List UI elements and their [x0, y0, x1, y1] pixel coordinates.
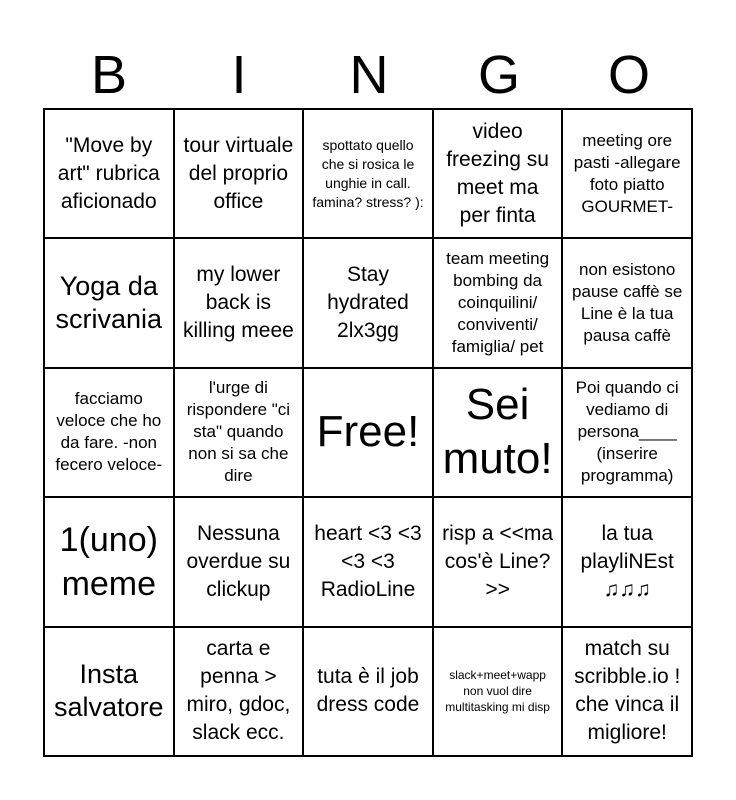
bingo-cell-text: heart <3 <3 <3 <3 RadioLine	[314, 521, 422, 601]
bingo-cell-text: Stay hydrated 2lx3gg	[327, 263, 409, 343]
bingo-cell-text: tuta è il job dress code	[316, 665, 420, 717]
bingo-cell-text: match su scribble.io ! che vinca il migliore!	[574, 637, 681, 745]
bingo-cell-text: Sei muto!	[442, 380, 553, 484]
bingo-cell-text: l'urge di rispondere "ci sta" quando non si sa che dire	[186, 378, 291, 486]
bingo-cell[interactable]	[303, 109, 433, 238]
bingo-cell[interactable]	[562, 497, 692, 626]
bingo-cell-text: non esistono pause caffè se Line è la tua pausa caffè	[572, 260, 683, 346]
bingo-cell[interactable]	[562, 627, 692, 756]
bingo-cell[interactable]	[44, 627, 174, 756]
bingo-cell-text: 1(uno) meme	[59, 520, 158, 603]
title-letter-n: N	[349, 45, 389, 105]
bingo-cell[interactable]	[174, 627, 304, 756]
bingo-cell-text: la tua playliNEst ♫♫♫	[580, 521, 674, 601]
bingo-cell-text: meeting ore pasti -allegare foto piatto GOURMET-	[573, 130, 681, 216]
bingo-free-cell[interactable]	[303, 368, 433, 497]
bingo-cell[interactable]	[433, 368, 563, 497]
bingo-cell[interactable]	[303, 497, 433, 626]
title-letter-o: O	[607, 45, 650, 105]
bingo-cell[interactable]	[44, 109, 174, 238]
bingo-cell[interactable]	[44, 238, 174, 367]
bingo-cell-text: slack+meet+wapp non vuol dire multitasking mi disp	[445, 668, 550, 715]
bingo-cell-text: carta e penna > miro, gdoc, slack ecc.	[186, 637, 291, 745]
bingo-cell[interactable]	[433, 627, 563, 756]
bingo-cell[interactable]	[174, 497, 304, 626]
bingo-cell-text: Nessuna overdue su clickup	[186, 521, 291, 601]
title-letter-g: G	[477, 45, 520, 105]
bingo-cell-text: team meeting bombing da coinquilini/ conviventi/ famiglia/ pet	[446, 249, 550, 357]
bingo-cell-text: risp a <<ma cos'è Line?>>	[442, 521, 554, 601]
bingo-cell[interactable]	[433, 109, 563, 238]
title-letter-i: I	[231, 45, 247, 105]
bingo-cell[interactable]	[433, 238, 563, 367]
bingo-grid	[43, 108, 693, 757]
bingo-cell-text: Poi quando ci vediamo di persona____ (inserire programma)	[575, 378, 679, 486]
bingo-cell[interactable]	[433, 497, 563, 626]
bingo-cell-text: Free!	[316, 407, 420, 457]
bingo-cell[interactable]	[562, 109, 692, 238]
bingo-cell[interactable]	[44, 497, 174, 626]
bingo-cell-text: video freezing su meet ma per finta	[446, 119, 549, 227]
bingo-cell[interactable]	[303, 627, 433, 756]
bingo-cell[interactable]	[174, 109, 304, 238]
bingo-cell-text: Yoga da scrivania	[55, 271, 163, 335]
bingo-cell-text: my lower back is killing meee	[182, 263, 294, 343]
bingo-cell[interactable]	[562, 238, 692, 367]
bingo-cell[interactable]	[562, 368, 692, 497]
bingo-cell[interactable]	[174, 368, 304, 497]
bingo-cell[interactable]	[44, 368, 174, 497]
bingo-title	[44, 44, 694, 106]
bingo-cell-text: Insta salvatore	[54, 659, 164, 723]
bingo-cell[interactable]	[174, 238, 304, 367]
bingo-cell-text: tour virtuale del proprio office	[183, 133, 294, 213]
bingo-cell-text: facciamo veloce che ho da fare. -non fecero veloce-	[55, 389, 163, 475]
bingo-cell[interactable]	[303, 238, 433, 367]
bingo-cell-text: "Move by art" rubrica aficionado	[57, 133, 160, 213]
title-letter-b: B	[90, 45, 128, 105]
bingo-cell-text: spottato quello che si rosica le unghie in call. famina? stress? ):	[312, 136, 424, 210]
